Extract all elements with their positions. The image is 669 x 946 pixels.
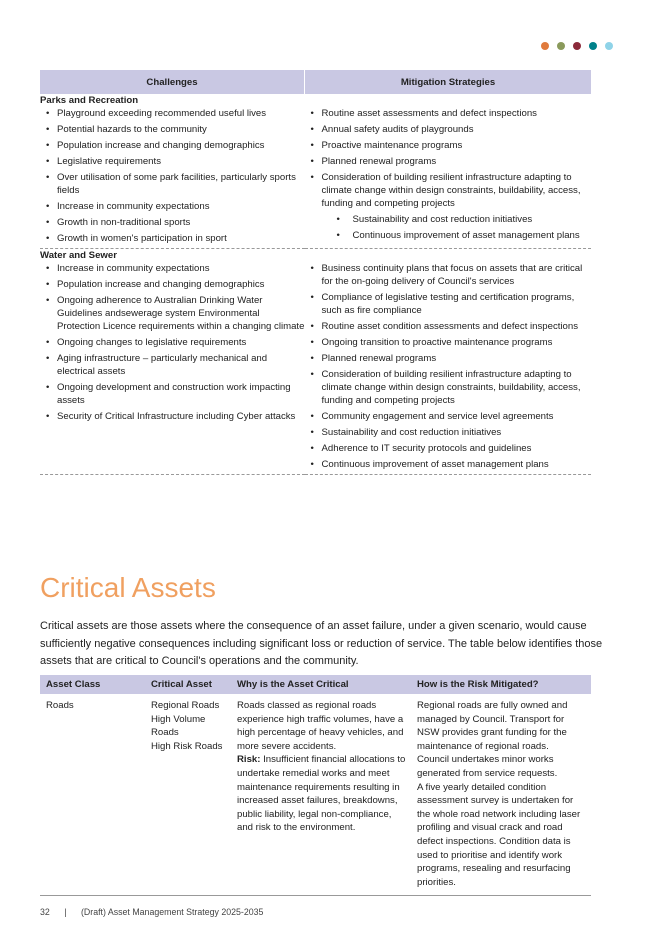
dot-lightblue xyxy=(605,42,613,50)
list-item: • Proactive maintenance programs xyxy=(305,139,592,152)
header-critical-asset: Critical Asset xyxy=(145,675,231,694)
list-item: • Growth in women's participation in sport xyxy=(40,232,305,245)
water-mitigation-list-2 xyxy=(305,368,592,423)
intro-paragraph: Critical assets are those assets where the consequence of an asset failure, under a given scenario, would cause sufficiently negative consequences including significant loss or reduction of service. The table below identifies those assets that are critical to Council's operations and the community. xyxy=(40,620,603,667)
section-heading-critical-assets: Critical Assets xyxy=(40,572,216,603)
water-challenges-list-2 xyxy=(40,410,305,423)
header-why-critical: Why is the Asset Critical xyxy=(231,675,411,694)
risk-text xyxy=(237,753,407,835)
dot-olive xyxy=(557,42,565,50)
list-item: • Annual safety audits of playgrounds xyxy=(305,123,592,136)
list-item: • Increase in community expectations xyxy=(40,200,305,213)
list-item: • Security of Critical Infrastructure including Cyber attacks xyxy=(40,410,305,423)
list-item: • Over utilisation of some park facilities, particularly sports fields xyxy=(40,171,305,197)
list-item: • Compliance of legislative testing and certification programs, such as fire compliance xyxy=(305,291,592,317)
header-challenges: Challenges xyxy=(40,70,305,94)
page-number: 32 xyxy=(40,907,50,917)
water-mitigation-list xyxy=(305,262,592,365)
list-item: • Playground exceeding recommended useful lives xyxy=(40,107,305,120)
why-text: Roads classed as regional roads experience high traffic volumes, have a high percentage of heavy vehicles, and more severe accidents. xyxy=(237,700,404,752)
section-title-water: Water and Sewer xyxy=(40,250,117,261)
list-item: • Planned renewal programs xyxy=(305,352,592,365)
list-item: • Routine asset condition assessments and defect inspections xyxy=(305,320,592,333)
list-item: • Continuous improvement of asset management plans xyxy=(305,229,592,242)
list-item: • Planned renewal programs xyxy=(305,155,592,168)
dot-maroon xyxy=(573,42,581,50)
list-item: • Ongoing development and construction work impacting assets xyxy=(40,381,305,407)
critical-asset-item: High Risk Roads xyxy=(151,740,223,752)
cell-risk-mitigated xyxy=(411,694,591,896)
how-text: A five yearly detailed condition assessment survey is undertaken for the whole road network including laser profiling and visual crack and road defect inspections. Condition data is used to prioritise and identify work programs, resealing and resurfacing priorities. xyxy=(417,781,581,888)
challenges-table xyxy=(40,70,591,475)
water-row xyxy=(40,262,591,474)
parks-mitigation-list xyxy=(305,107,592,210)
parks-challenges-list-2 xyxy=(40,232,305,245)
water-challenges-list xyxy=(40,262,305,407)
cell-critical-assets xyxy=(145,694,231,896)
dot-orange xyxy=(541,42,549,50)
list-item: • Increase in community expectations xyxy=(40,262,305,275)
list-item: • Ongoing adherence to Australian Drinking Water Guidelines andsewerage system Environmental Protection Licence requirements within a changing climate xyxy=(40,294,305,333)
water-mitigation-list-3 xyxy=(305,426,592,471)
cell-why-critical xyxy=(231,694,411,896)
list-item: • Community engagement and service level agreements xyxy=(305,410,592,423)
decorative-dots xyxy=(541,42,613,50)
list-item: • Legislative requirements xyxy=(40,155,305,168)
critical-asset-item: Regional Roads xyxy=(151,700,220,711)
list-item: • Aging infrastructure – particularly mechanical and electrical assets xyxy=(40,352,305,378)
challenges-table-header xyxy=(40,70,591,94)
list-item: • Sustainability and cost reduction initiatives xyxy=(305,426,592,439)
list-item: • Routine asset assessments and defect inspections xyxy=(305,107,592,120)
table-row xyxy=(40,694,591,896)
risk-label: Risk: xyxy=(237,754,261,766)
list-item: • Population increase and changing demographics xyxy=(40,139,305,152)
risk-description: Insufficient financial allocations to undertake remedial works and meet maintenance requirements resulting in increased asset failures, breakdowns, public liability, legal non-compliance, and risk to the environment. xyxy=(237,754,406,834)
parks-mitigation-sublist xyxy=(305,213,592,242)
list-item: • Sustainability and cost reduction initiatives xyxy=(305,213,592,226)
page-footer xyxy=(40,907,275,917)
footer-separator: | xyxy=(64,907,67,917)
list-item: • Growth in non-traditional sports xyxy=(40,216,305,229)
header-asset-class: Asset Class xyxy=(40,675,145,694)
list-item: • Continuous improvement of asset management plans xyxy=(305,458,592,471)
critical-asset-item: High Volume Roads xyxy=(151,713,206,739)
list-item: • Adherence to IT security protocols and guidelines xyxy=(305,442,592,455)
how-text: Council undertakes minor works generated from service requests. xyxy=(417,754,558,779)
list-item: • Population increase and changing demographics xyxy=(40,278,305,291)
list-item: • Consideration of building resilient infrastructure adapting to climate change within design constraints, buildability, access, funding and competing projects xyxy=(305,368,592,407)
divider xyxy=(40,474,591,475)
how-text: Regional roads are fully owned and managed by Council. Transport for NSW provides grant funding for the maintenance of regional roads. xyxy=(417,700,568,752)
document-title: (Draft) Asset Management Strategy 2025-2035 xyxy=(81,907,264,917)
cell-asset-class: Roads xyxy=(40,694,145,896)
header-mitigation: Mitigation Strategies xyxy=(305,70,592,94)
list-item: • Ongoing transition to proactive maintenance programs xyxy=(305,336,592,349)
dot-teal xyxy=(589,42,597,50)
list-item: • Business continuity plans that focus on assets that are critical for the on-going delivery of Council's services xyxy=(305,262,592,288)
critical-assets-header xyxy=(40,675,591,694)
list-item: • Potential hazards to the community xyxy=(40,123,305,136)
parks-row xyxy=(40,107,591,248)
list-item: • Ongoing changes to legislative requirements xyxy=(40,336,305,349)
list-item: • Consideration of building resilient infrastructure adapting to climate change within design constraints, buildability, access, funding and competing projects xyxy=(305,171,592,210)
header-risk-mitigated: How is the Risk Mitigated? xyxy=(411,675,591,694)
critical-assets-table xyxy=(40,675,591,896)
parks-challenges-list xyxy=(40,107,305,229)
section-title-parks: Parks and Recreation xyxy=(40,95,139,106)
